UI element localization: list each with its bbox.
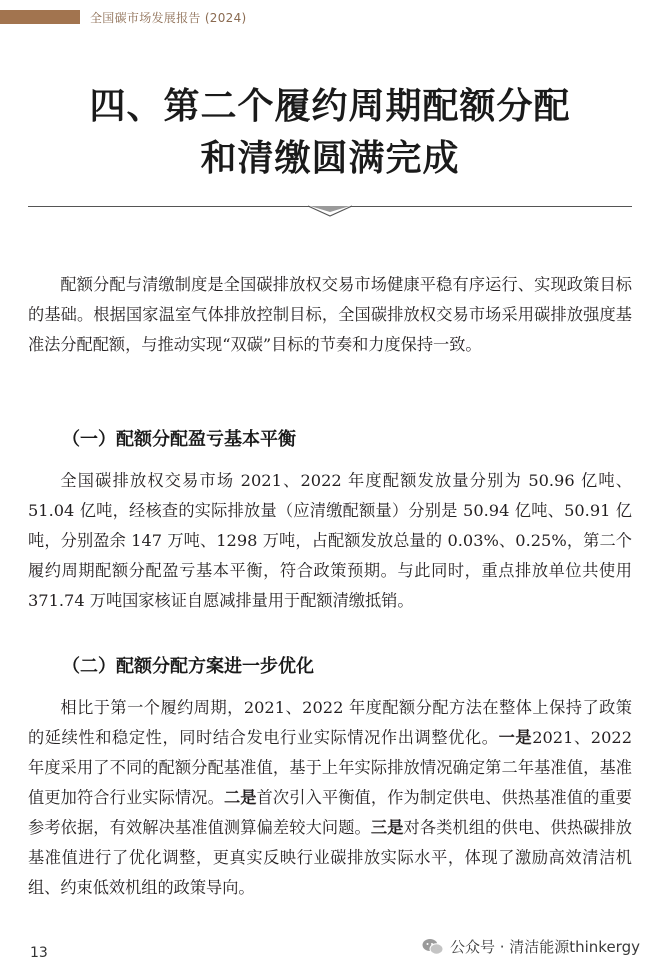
wechat-icon xyxy=(422,938,444,956)
point-3-lead: 三是 xyxy=(370,818,404,837)
intro-paragraph: 配额分配与清缴制度是全国碳排放权交易市场健康平稳有序运行、实现政策目标的基础。根据国家温室气体排放控制目标，全国碳排放权交易市场采用碳排放强度基准法分配配额，与推动实现“双碳”目标的节奏和力度保持一致。 xyxy=(28,275,632,354)
divider-line-right xyxy=(350,206,632,207)
section-2-body xyxy=(28,693,632,903)
title-line-2: 和清缴圆满完成 xyxy=(200,137,460,179)
chevron-down-icon xyxy=(306,198,354,218)
watermark-text: 公众号 · 清洁能源thinkergy xyxy=(449,938,640,956)
point-1-text: 2021、2022 年度采用了不同的配额分配基准值，基于上年实际排放情况确定第二年基准值，基准值更加符合行业实际情况。 xyxy=(28,728,633,807)
divider-line-left xyxy=(28,206,310,207)
section-1-heading: （一）配额分配盈亏基本平衡 xyxy=(62,429,296,450)
running-header: 全国碳市场发展报告 (2024) xyxy=(90,11,247,25)
header-accent-bar xyxy=(0,10,80,24)
page-title xyxy=(0,80,660,184)
section-1-body: 全国碳排放权交易市场 2021、2022 年度配额发放量分别为 50.96 亿吨、51.04 亿吨，经核查的实际排放量（应清缴配额量）分别是 50.94 亿吨、50.91 亿吨，分别盈余 147 万吨、1298 万吨，占配额发放总量的 0.03%、0.25%，第二个履约周期配额分配盈亏基本平衡，符合政策预期。与此同时，重点排放单位共使用 371.74 万吨国家核证自愿减排量用于配额清缴抵销。 xyxy=(28,471,632,610)
point-2-text: 首次引入平衡值，作为制定供电、供热基准值的重要参考依据，有效解决基准值测算偏差较大问题。 xyxy=(28,788,632,837)
page-number: 13 xyxy=(30,945,48,961)
title-line-1: 四、第二个履约周期配额分配 xyxy=(89,85,571,127)
point-2-lead: 二是 xyxy=(223,788,257,807)
wechat-watermark xyxy=(422,936,640,957)
point-3-text: 对各类机组的供电、供热碳排放基准值进行了优化调整，更真实反映行业碳排放实际水平，体现了激励高效清洁机组、约束低效机组的政策导向。 xyxy=(28,818,632,897)
section-2-heading: （二）配额分配方案进一步优化 xyxy=(62,656,314,677)
section-2-intro: 相比于第一个履约周期，2021、2022 年度配额分配方法在整体上保持了政策的延续性和稳定性，同时结合发电行业实际情况作出调整优化。 xyxy=(28,698,632,747)
point-1-lead: 一是 xyxy=(498,728,533,747)
